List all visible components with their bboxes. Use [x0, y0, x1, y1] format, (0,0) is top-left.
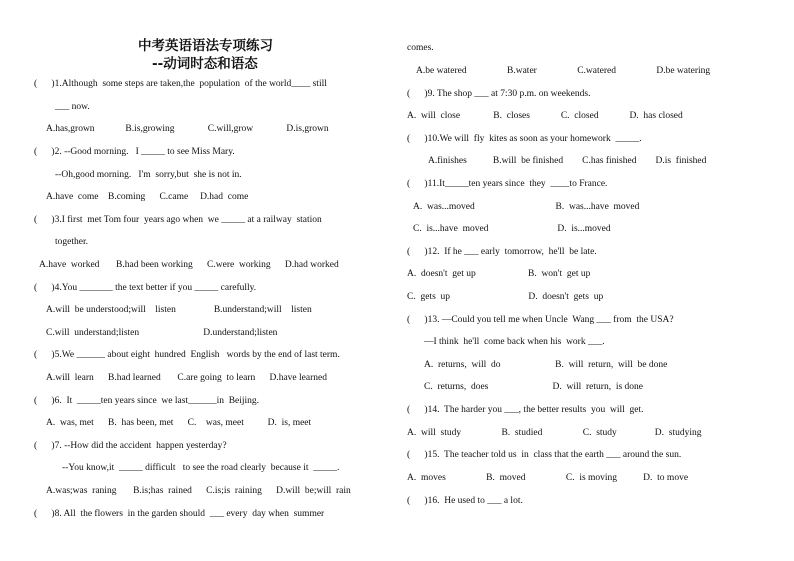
question-14: ( )14. The harder you ___, the better results you will get. [407, 405, 644, 415]
question-2: ( )2. --Good morning. I _____ to see Miss Mary. [34, 147, 235, 157]
options-12-ab: A. doesn't get up B. won't get up [407, 269, 591, 279]
question-3-cont: together. [55, 237, 88, 247]
options-11-cd: C. is...have moved D. is...moved [413, 224, 611, 234]
question-13-cont: —I think he'll come back when his work ___. [424, 337, 605, 347]
options-15: A. moves B. moved C. is moving D. to move [407, 473, 689, 483]
question-10: ( )10.We will fly kites as soon as your homework _____. [407, 134, 642, 144]
options-12-cd: C. gets up D. doesn't gets up [407, 292, 604, 302]
question-8: ( )8. All the flowers in the garden should ___ every day when summer [34, 509, 325, 519]
options-1: A.has,grown B.is,growing C.will,grow D.is,grown [46, 124, 329, 134]
question-5: ( )5.We ______ about eight hundred English words by the end of last term. [34, 350, 340, 360]
options-2: A.have come B.coming C.came D.had come [46, 192, 249, 202]
options-13-cd: C. returns, does D. will return, is done [424, 382, 644, 392]
question-15: ( )15. The teacher told us in class that the earth ___ around the sun. [407, 450, 682, 460]
question-1-cont: ___ now. [55, 102, 90, 112]
options-13-ab: A. returns, will do B. will return, will be done [424, 360, 668, 370]
options-10: A.finishes B.will be finished C.has finished D.is finished [428, 156, 707, 166]
question-11: ( )11.It_____ten years since they ____to France. [407, 179, 608, 189]
options-5: A.will learn B.had learned C.are going to learn D.have learned [46, 373, 327, 383]
question-2-cont: --Oh,good morning. I'm sorry,but she is not in. [55, 170, 242, 180]
options-4-cd: C.will understand;listen D.understand;listen [46, 328, 278, 338]
question-8-cont: comes. [407, 43, 434, 53]
question-7-cont: --You know,it _____ difficult to see the road clearly because it _____. [62, 463, 340, 473]
question-7: ( )7. --How did the accident happen yesterday? [34, 441, 227, 451]
options-7: A.was;was raning B.is;has rained C.is;is raining D.will be;will rain [46, 486, 351, 496]
subtitle: --动词时态和语态 [152, 56, 258, 72]
options-8: A.be watered B.water C.watered D.be watering [416, 66, 711, 76]
options-14: A. will study B. studied C. study D. studying [407, 428, 702, 438]
question-4: ( )4.You _______ the text better if you _____ carefully. [34, 283, 257, 293]
question-9: ( )9. The shop ___ at 7:30 p.m. on weekends. [407, 89, 591, 99]
question-6: ( )6. It _____ten years since we last______in Beijing. [34, 396, 260, 406]
question-13: ( )13. —Could you tell me when Uncle Wang ___ from the USA? [407, 315, 674, 325]
options-9: A. will close B. closes C. closed D. has closed [407, 111, 683, 121]
options-3: A.have worked B.had been working C.were working D.had worked [39, 260, 339, 270]
question-16: ( )16. He used to ___ a lot. [407, 496, 523, 506]
question-12: ( )12. If he ___ early tomorrow, he'll be late. [407, 247, 597, 257]
question-1: ( )1.Although some steps are taken,the population of the world____ still [34, 79, 327, 89]
question-3: ( )3.I first met Tom four years ago when we _____ at a railway station [34, 215, 322, 225]
options-6: A. was, met B. has been, met C. was, meet D. is, meet [46, 418, 312, 428]
title: 中考英语语法专项练习 [138, 38, 273, 54]
options-11-ab: A. was...moved B. was...have moved [413, 202, 640, 212]
options-4-ab: A.will be understood;will listen B.understand;will listen [46, 305, 312, 315]
